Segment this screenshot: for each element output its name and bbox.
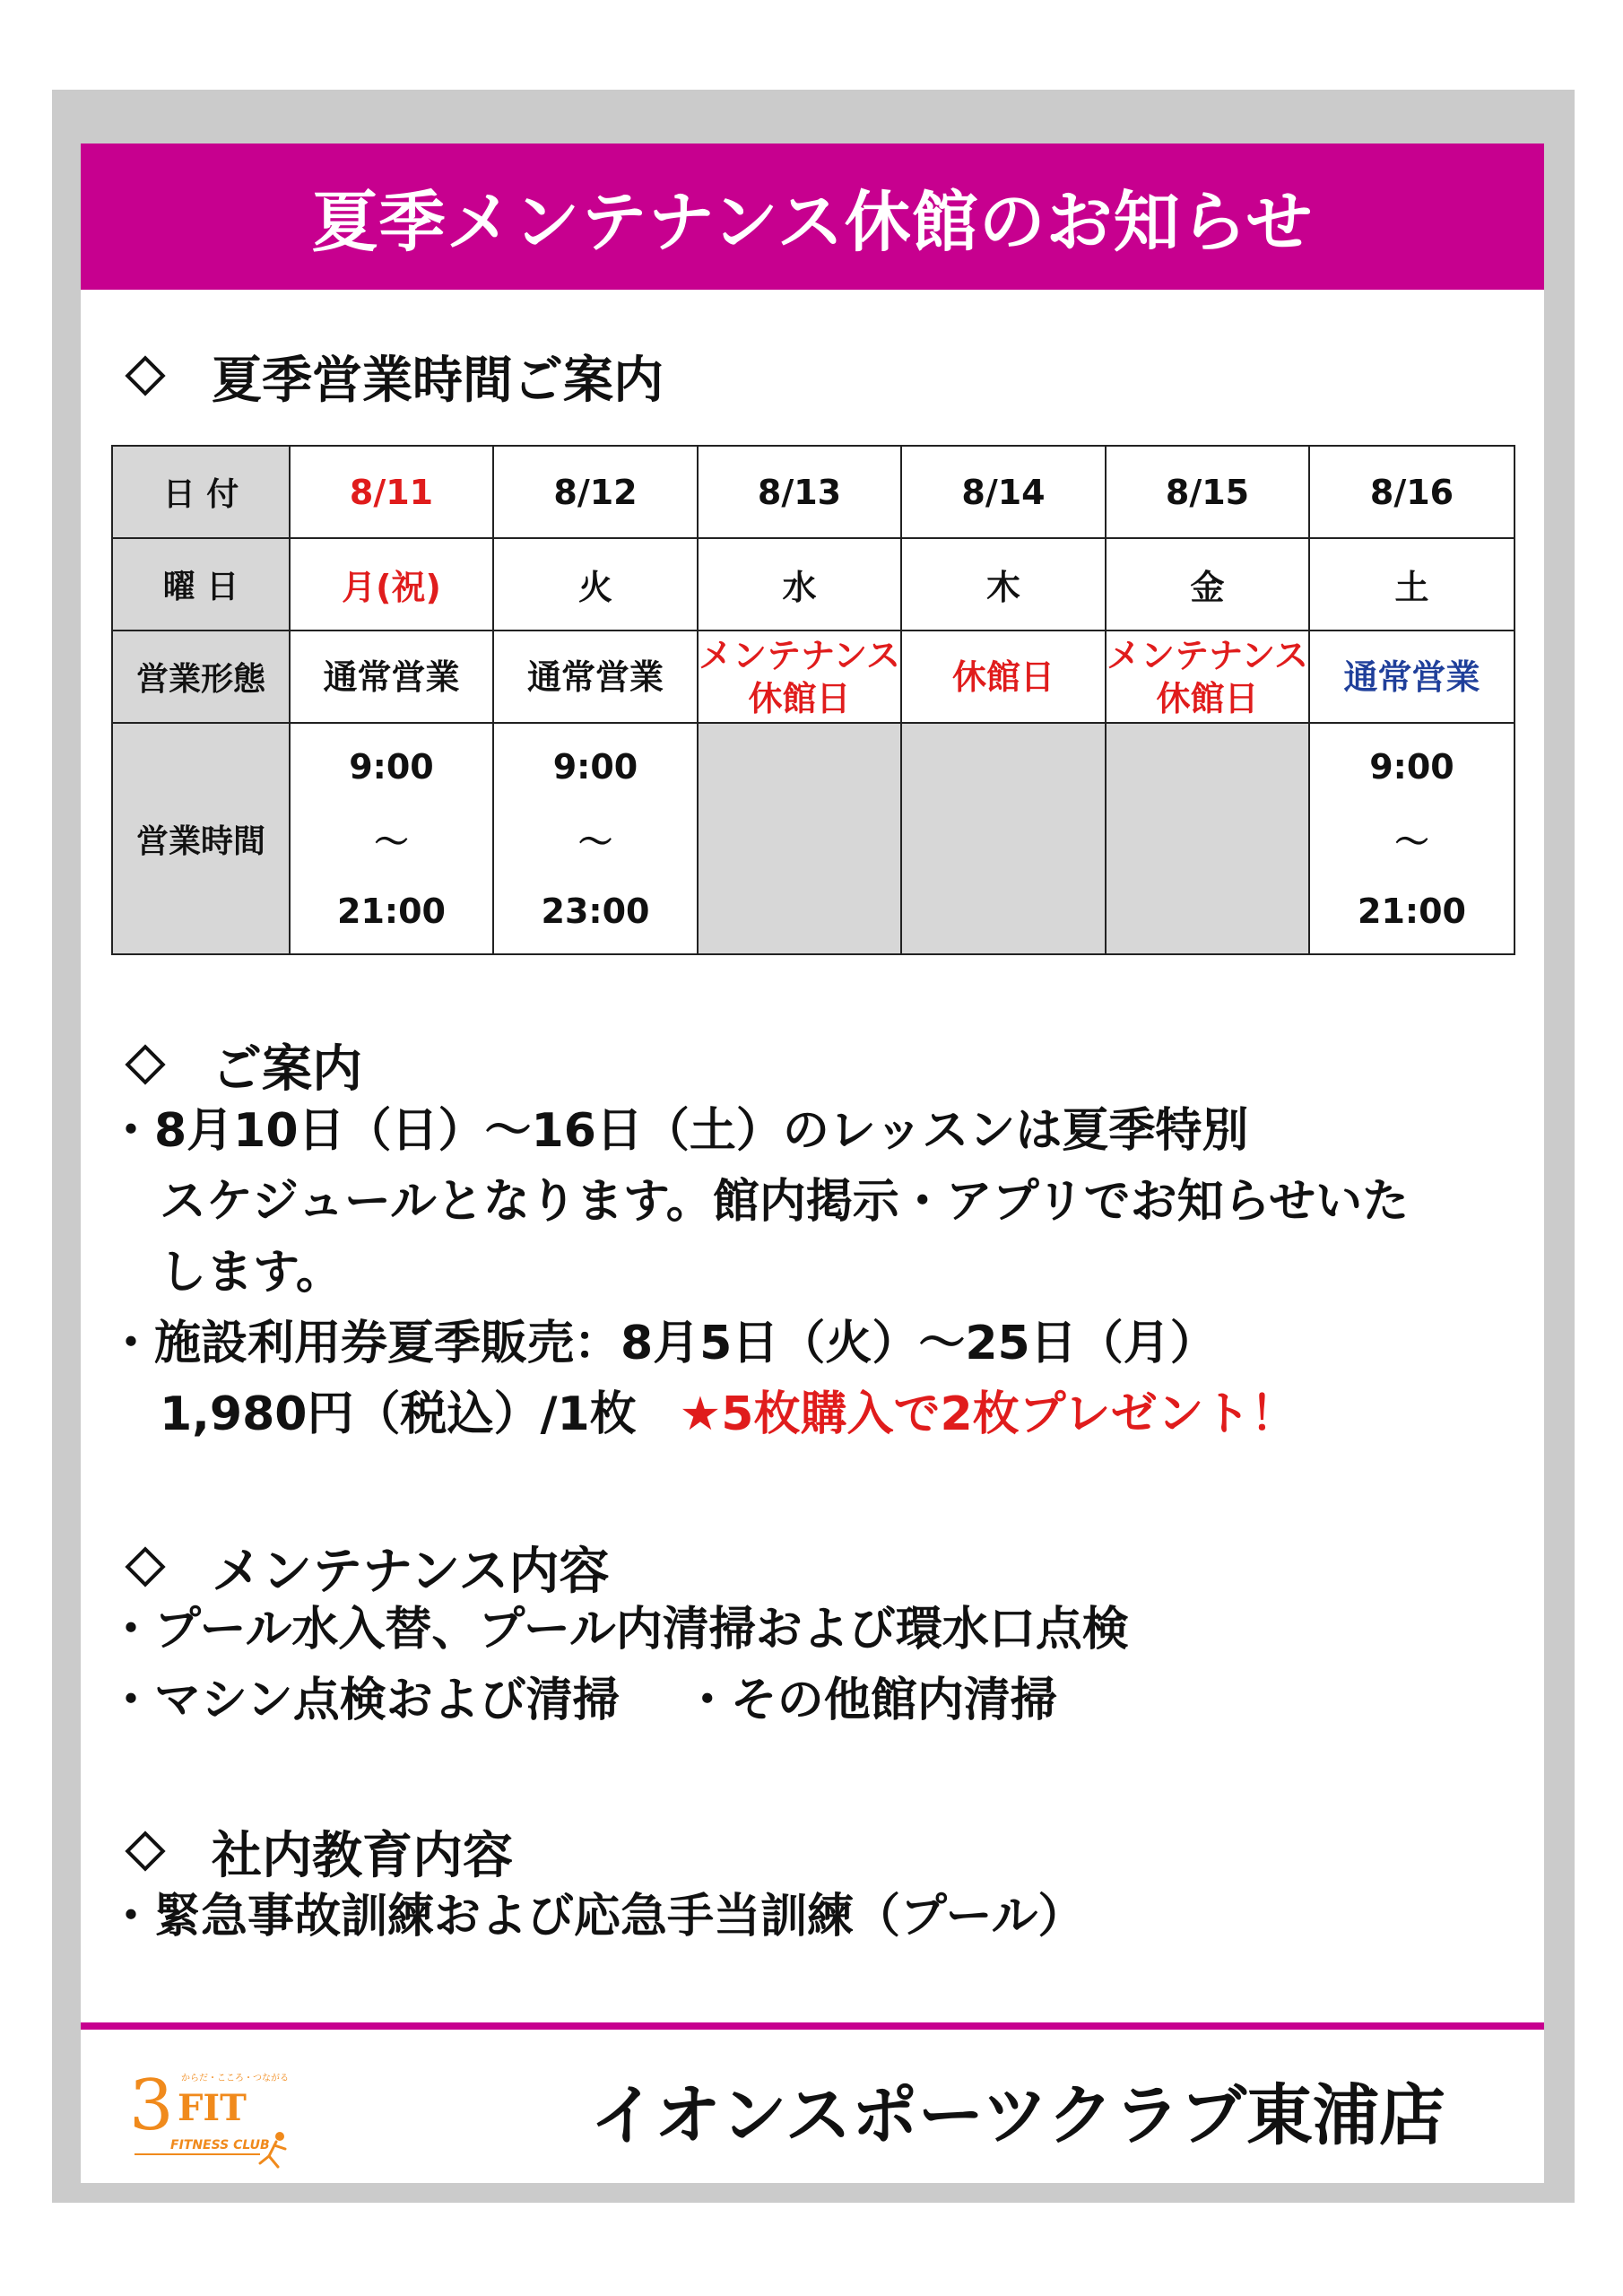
info-line: します。 [160,1246,343,1300]
close-time: 21:00 [337,891,446,931]
info-block [108,1096,1409,1450]
maintenance-item: ・マシン点検および清掃 [108,1674,620,1727]
page-title: 夏季メンテナンス休館のお知らせ [81,144,1544,290]
type-text: メンテナンス [699,635,900,675]
table-row-weekday [112,538,1515,631]
date-cell: 8/11 [290,446,493,538]
table-row-date [112,446,1515,538]
weekday-cell: 水 [698,538,901,631]
maintenance-block [108,1595,1129,1736]
open-time: 9:00 [349,746,434,787]
type-text: 通常営業 [526,657,664,697]
table-row-type [112,631,1515,723]
section-heading-education [124,1816,513,1888]
3fit-logo [126,2054,296,2170]
type-text: 休館日 [1156,678,1259,718]
open-time: 9:00 [552,746,638,787]
type-text: 通常営業 [1343,657,1480,697]
education-block [108,1882,1084,1952]
schedule-table [111,445,1515,955]
tilde: ～ [1394,822,1429,862]
info-line: ・8月10日（日）～16日（土）のレッスンは夏季特別 [108,1104,1249,1158]
section-heading-text: メンテナンス内容 [212,1543,610,1601]
type-text: 休館日 [748,678,851,718]
diamond-icon [124,354,169,399]
type-cell [1309,631,1515,723]
diamond-icon [124,1545,169,1590]
weekday-cell: 月(祝) [290,538,493,631]
row-label-date: 日 付 [112,446,290,538]
date-cell: 8/16 [1309,446,1515,538]
type-text: 通常営業 [323,657,460,697]
row-label-type: 営業形態 [112,631,290,723]
promo-text: ★5枚購入で2枚プレゼント！ [679,1387,1298,1441]
logo-sub: FITNESS CLUB [170,2138,270,2152]
date-cell: 8/12 [493,446,698,538]
table-row-hours [112,723,1515,954]
info-line [108,1379,1409,1450]
maintenance-line: ・プール水入替、プール内清掃および環水口点検 [108,1603,1129,1657]
section-heading-hours [124,341,664,413]
section-heading-text: ご案内 [212,1040,362,1099]
date-cell: 8/14 [901,446,1106,538]
type-cell [698,631,901,723]
logo-fit: FIT [178,2087,247,2129]
weekday-cell: 金 [1106,538,1309,631]
price-text: 1,980円（税込）/1枚 [160,1387,637,1441]
hours-cell-closed [901,723,1106,954]
type-cell [493,631,698,723]
hours-cell [493,723,698,954]
info-line: スケジュールとなります。館内掲示・アプリでお知らせいた [160,1175,1410,1229]
type-cell [901,631,1106,723]
weekday-cell: 火 [493,538,698,631]
date-cell: 8/13 [698,446,901,538]
hours-cell [1309,723,1515,954]
type-text: メンテナンス [1107,635,1308,675]
section-heading-maintenance [124,1532,610,1604]
section-heading-text: 社内教育内容 [212,1827,513,1885]
maintenance-item: ・その他館内清掃 [683,1674,1057,1727]
tilde: ～ [374,822,409,862]
logo-tagline: からだ・こころ・つながる [181,2074,289,2083]
type-cell [290,631,493,723]
store-name: イオンスポーツクラブ東浦店 [590,2077,1445,2154]
footer-divider [81,2022,1544,2030]
type-cell [1106,631,1309,723]
hours-cell [290,723,493,954]
tilde: ～ [577,822,612,862]
diamond-icon [124,1830,169,1874]
date-cell: 8/15 [1106,446,1309,538]
info-line: ・施設利用券夏季販売：8月5日（火）～25日（月） [108,1317,1217,1370]
diamond-icon [124,1043,169,1088]
weekday-cell: 木 [901,538,1106,631]
logo-3: 3 [129,2066,174,2146]
weekday-cell: 土 [1309,538,1515,631]
close-time: 23:00 [541,891,650,931]
section-heading-text: 夏季営業時間ご案内 [212,352,664,410]
row-label-weekday: 曜 日 [112,538,290,631]
hours-cell-closed [1106,723,1309,954]
education-line: ・緊急事故訓練および応急手当訓練（プール） [108,1890,1085,1944]
open-time: 9:00 [1369,746,1454,787]
type-text: 休館日 [951,657,1055,697]
hours-cell-closed [698,723,901,954]
section-heading-info [124,1030,362,1101]
close-time: 21:00 [1358,891,1466,931]
row-label-hours: 営業時間 [112,723,290,954]
maintenance-line [108,1665,1129,1736]
